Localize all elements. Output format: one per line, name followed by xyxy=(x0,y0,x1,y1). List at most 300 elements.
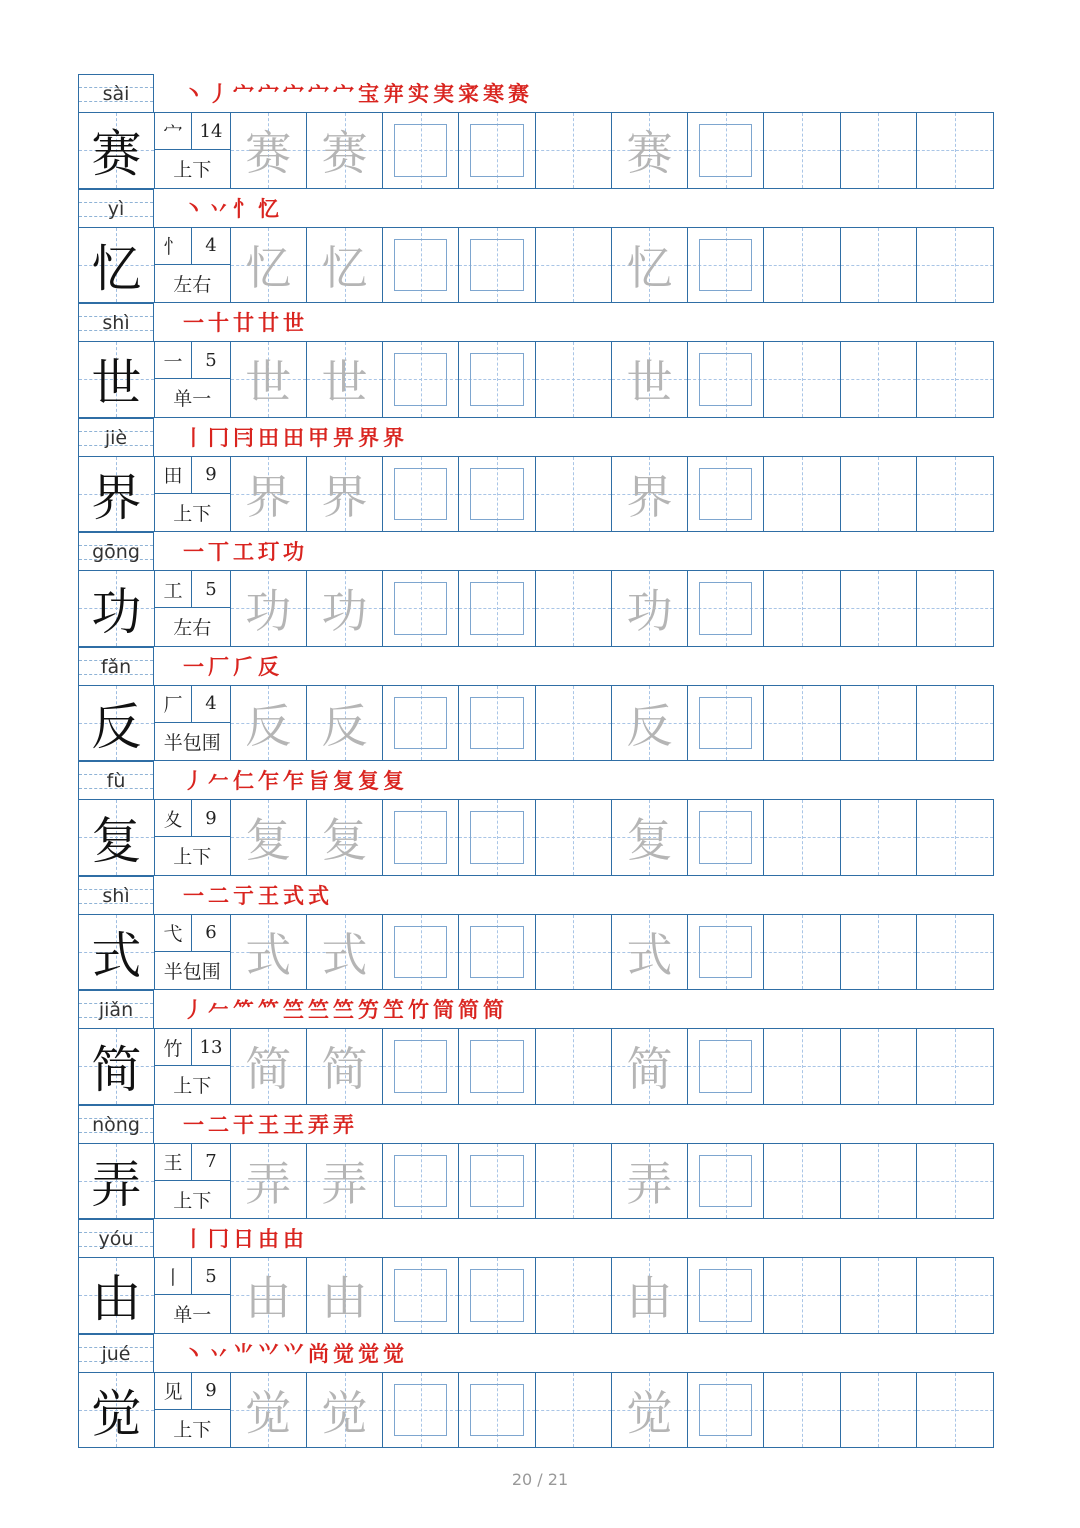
trace-cell[interactable] xyxy=(231,1258,307,1333)
structure: 上下 xyxy=(173,846,212,869)
stroke-step: 宀 xyxy=(283,81,304,106)
trace-cell[interactable] xyxy=(612,571,688,646)
stroke-step: 尚 xyxy=(308,1340,329,1366)
blank-cell[interactable] xyxy=(764,113,840,188)
writing-grid-row xyxy=(78,570,994,647)
trace-cell[interactable] xyxy=(231,686,307,761)
blank-cell[interactable] xyxy=(841,915,917,990)
inner-square xyxy=(699,926,752,979)
radical: 夊 xyxy=(155,800,192,836)
inner-box-cell[interactable] xyxy=(383,342,459,417)
stroke-order-sequence xyxy=(183,1334,404,1372)
blank-cell[interactable] xyxy=(917,457,993,532)
pinyin-box xyxy=(78,990,154,1028)
inner-box-cell[interactable] xyxy=(688,1029,764,1104)
character-info xyxy=(155,1373,231,1448)
model-character: 功 xyxy=(91,583,142,642)
blank-cell[interactable] xyxy=(917,342,993,417)
inner-box-cell[interactable] xyxy=(383,1373,459,1448)
model-character: 由 xyxy=(91,1270,142,1329)
trace-cell[interactable] xyxy=(307,571,383,646)
character-entry xyxy=(78,303,994,418)
inner-box-cell[interactable] xyxy=(383,113,459,188)
trace-character: 世 xyxy=(626,355,673,410)
stroke-step: 𥫗 xyxy=(258,997,279,1022)
character-info xyxy=(155,457,231,532)
pinyin-row xyxy=(78,74,994,112)
pinyin-row xyxy=(78,1219,994,1257)
character-entry xyxy=(78,876,994,991)
trace-cell[interactable] xyxy=(612,800,688,875)
blank-cell[interactable] xyxy=(536,1144,612,1219)
inner-box-cell[interactable] xyxy=(459,228,535,303)
trace-cell[interactable] xyxy=(307,457,383,532)
inner-box-cell[interactable] xyxy=(688,915,764,990)
trace-character: 弄 xyxy=(321,1156,368,1211)
pinyin-text: nòng xyxy=(92,1113,140,1136)
character-info xyxy=(155,915,231,990)
blank-cell[interactable] xyxy=(764,1144,840,1219)
inner-box-cell[interactable] xyxy=(688,228,764,303)
stroke-step: 乍 xyxy=(283,768,304,793)
trace-character: 由 xyxy=(626,1271,673,1326)
trace-character: 觉 xyxy=(626,1385,673,1440)
writing-grid-row xyxy=(78,456,994,533)
inner-box-cell[interactable] xyxy=(459,1144,535,1219)
pinyin-text: shì xyxy=(102,884,130,907)
structure: 上下 xyxy=(173,1075,212,1098)
trace-cell[interactable] xyxy=(612,915,688,990)
blank-cell[interactable] xyxy=(764,915,840,990)
inner-square xyxy=(394,697,447,750)
stroke-step: 旨 xyxy=(308,768,329,793)
inner-box-cell[interactable] xyxy=(383,571,459,646)
trace-cell[interactable] xyxy=(231,1144,307,1219)
character-info xyxy=(155,1029,231,1104)
stroke-step: 二 xyxy=(208,1111,229,1137)
stroke-step: 𠂉 xyxy=(208,768,229,793)
blank-cell[interactable] xyxy=(764,342,840,417)
model-character: 觉 xyxy=(91,1384,142,1443)
blank-cell[interactable] xyxy=(917,113,993,188)
inner-box-cell[interactable] xyxy=(688,113,764,188)
blank-cell[interactable] xyxy=(917,571,993,646)
trace-character: 式 xyxy=(245,927,292,982)
stroke-step: 厂 xyxy=(208,653,229,679)
blank-cell[interactable] xyxy=(764,1029,840,1104)
stroke-count: 13 xyxy=(199,1036,223,1058)
stroke-step: 丿 xyxy=(183,997,204,1022)
stroke-step: 王 xyxy=(258,1111,279,1137)
blank-cell[interactable] xyxy=(536,915,612,990)
blank-cell[interactable] xyxy=(841,686,917,761)
inner-box-cell[interactable] xyxy=(459,571,535,646)
blank-cell[interactable] xyxy=(764,1258,840,1333)
inner-square xyxy=(394,1040,447,1093)
stroke-step: 复 xyxy=(333,768,354,793)
stroke-step: 觉 xyxy=(358,1340,379,1366)
stroke-step: 一 xyxy=(183,539,204,564)
trace-character: 复 xyxy=(321,813,368,868)
model-character: 界 xyxy=(91,468,142,527)
stroke-step: 丶 xyxy=(183,1340,204,1366)
inner-square xyxy=(699,468,752,521)
blank-cell[interactable] xyxy=(764,457,840,532)
pinyin-box xyxy=(78,532,154,570)
pinyin-row xyxy=(78,876,994,914)
trace-cell[interactable] xyxy=(612,113,688,188)
blank-cell[interactable] xyxy=(841,1373,917,1448)
stroke-order-sequence xyxy=(183,418,404,456)
trace-cell[interactable] xyxy=(307,1029,383,1104)
structure: 上下 xyxy=(173,502,212,525)
stroke-order-sequence xyxy=(183,189,279,227)
structure: 左右 xyxy=(173,273,212,296)
trace-cell[interactable] xyxy=(307,686,383,761)
stroke-step: 丨 xyxy=(183,1226,204,1251)
trace-character: 弄 xyxy=(626,1156,673,1211)
character-entry xyxy=(78,532,994,647)
inner-box-cell[interactable] xyxy=(459,342,535,417)
stroke-step: 宀 xyxy=(308,81,329,106)
stroke-step: 宀 xyxy=(258,81,279,106)
blank-cell[interactable] xyxy=(917,1258,993,1333)
trace-cell[interactable] xyxy=(231,342,307,417)
structure: 单一 xyxy=(173,388,212,411)
inner-box-cell[interactable] xyxy=(459,800,535,875)
trace-cell[interactable] xyxy=(612,342,688,417)
inner-box-cell[interactable] xyxy=(688,342,764,417)
pinyin-box xyxy=(78,1105,154,1143)
pinyin-box xyxy=(78,1219,154,1257)
blank-cell[interactable] xyxy=(841,113,917,188)
writing-grid-row xyxy=(78,112,994,189)
inner-square xyxy=(470,468,523,521)
stroke-step: 𠂆 xyxy=(233,653,254,679)
structure: 上下 xyxy=(173,1418,212,1441)
inner-box-cell[interactable] xyxy=(383,1144,459,1219)
pinyin-box xyxy=(78,189,154,227)
stroke-step: 丨 xyxy=(183,424,204,450)
writing-grid-row xyxy=(78,1143,994,1220)
stroke-step: 冂 xyxy=(208,424,229,450)
blank-cell[interactable] xyxy=(764,686,840,761)
blank-cell[interactable] xyxy=(536,457,612,532)
inner-box-cell[interactable] xyxy=(688,457,764,532)
inner-square xyxy=(699,1384,752,1437)
trace-character: 复 xyxy=(626,813,673,868)
inner-box-cell[interactable] xyxy=(459,686,535,761)
pinyin-box xyxy=(78,876,154,914)
inner-square xyxy=(394,1155,447,1208)
model-character: 式 xyxy=(91,926,142,985)
pinyin-text: shì xyxy=(102,312,130,334)
stroke-step: 丷 xyxy=(208,1340,229,1366)
inner-square xyxy=(699,1040,752,1093)
inner-square xyxy=(394,926,447,979)
blank-cell[interactable] xyxy=(917,686,993,761)
trace-cell[interactable] xyxy=(307,228,383,303)
trace-cell[interactable] xyxy=(231,800,307,875)
radical: 厂 xyxy=(155,686,192,722)
inner-square xyxy=(699,1269,752,1322)
inner-square xyxy=(470,239,523,292)
inner-square xyxy=(394,1384,447,1437)
stroke-order-sequence xyxy=(183,1219,304,1257)
stroke-step: 宑 xyxy=(383,81,404,106)
inner-box-cell[interactable] xyxy=(383,228,459,303)
blank-cell[interactable] xyxy=(917,1029,993,1104)
pinyin-text: sài xyxy=(102,83,130,105)
trace-cell[interactable] xyxy=(307,915,383,990)
inner-square xyxy=(394,811,447,864)
writing-grid-row xyxy=(78,799,994,876)
inner-square xyxy=(699,124,752,177)
blank-cell[interactable] xyxy=(764,571,840,646)
character-entry xyxy=(78,1219,994,1334)
stroke-step: 宀 xyxy=(233,81,254,106)
trace-cell[interactable] xyxy=(612,1029,688,1104)
inner-box-cell[interactable] xyxy=(383,457,459,532)
blank-cell[interactable] xyxy=(536,1373,612,1448)
trace-cell[interactable] xyxy=(231,457,307,532)
blank-cell[interactable] xyxy=(764,228,840,303)
blank-cell[interactable] xyxy=(536,800,612,875)
model-character: 复 xyxy=(91,812,142,871)
blank-cell[interactable] xyxy=(536,113,612,188)
character-entry xyxy=(78,761,994,876)
trace-cell[interactable] xyxy=(307,1258,383,1333)
stroke-step: 一 xyxy=(183,653,204,679)
writing-grid-row xyxy=(78,685,994,762)
model-character: 简 xyxy=(91,1041,142,1100)
trace-character: 反 xyxy=(245,698,292,753)
trace-character: 赛 xyxy=(626,126,673,181)
inner-box-cell[interactable] xyxy=(383,686,459,761)
writing-grid-row xyxy=(78,341,994,418)
stroke-step: 弄 xyxy=(333,1111,354,1137)
trace-character: 简 xyxy=(321,1042,368,1097)
trace-character: 觉 xyxy=(321,1385,368,1440)
blank-cell[interactable] xyxy=(536,342,612,417)
trace-character: 功 xyxy=(626,584,673,639)
trace-cell[interactable] xyxy=(307,1373,383,1448)
blank-cell[interactable] xyxy=(841,1144,917,1219)
trace-cell[interactable] xyxy=(231,113,307,188)
stroke-count: 9 xyxy=(205,464,217,486)
stroke-order-sequence xyxy=(183,532,304,570)
model-character-cell xyxy=(79,228,155,303)
stroke-count: 5 xyxy=(205,349,217,371)
inner-square xyxy=(470,1040,523,1093)
character-info xyxy=(155,800,231,875)
blank-cell[interactable] xyxy=(841,1029,917,1104)
writing-grid-row xyxy=(78,227,994,304)
stroke-order-sequence xyxy=(183,74,529,112)
blank-cell[interactable] xyxy=(841,228,917,303)
blank-cell[interactable] xyxy=(841,571,917,646)
stroke-step: 日 xyxy=(233,1226,254,1251)
blank-cell[interactable] xyxy=(536,571,612,646)
blank-cell[interactable] xyxy=(841,800,917,875)
pinyin-row xyxy=(78,189,994,227)
blank-cell[interactable] xyxy=(841,1258,917,1333)
inner-square xyxy=(394,124,447,177)
stroke-step: 一 xyxy=(183,1111,204,1137)
stroke-count: 7 xyxy=(205,1151,217,1173)
radical: 丨 xyxy=(155,1258,192,1294)
stroke-step: 功 xyxy=(283,539,304,564)
model-character-cell xyxy=(79,800,155,875)
stroke-count: 9 xyxy=(205,1380,217,1402)
structure: 上下 xyxy=(173,159,212,182)
stroke-step: 竹 xyxy=(408,997,429,1022)
trace-cell[interactable] xyxy=(307,800,383,875)
trace-character: 复 xyxy=(245,813,292,868)
blank-cell[interactable] xyxy=(841,457,917,532)
stroke-step: 丅 xyxy=(208,539,229,564)
structure: 左右 xyxy=(173,617,212,640)
stroke-step: 宝 xyxy=(358,81,379,106)
stroke-order-sequence xyxy=(183,647,279,685)
stroke-step: 寀 xyxy=(458,81,479,106)
blank-cell[interactable] xyxy=(536,686,612,761)
model-character-cell xyxy=(79,1144,155,1219)
inner-square xyxy=(470,1384,523,1437)
trace-cell[interactable] xyxy=(612,228,688,303)
inner-box-cell[interactable] xyxy=(688,1373,764,1448)
blank-cell[interactable] xyxy=(764,1373,840,1448)
stroke-step: 忆 xyxy=(258,195,279,221)
trace-character: 弄 xyxy=(245,1156,292,1211)
stroke-step: 由 xyxy=(258,1226,279,1251)
inner-box-cell[interactable] xyxy=(383,1258,459,1333)
radical: 田 xyxy=(155,457,192,493)
trace-character: 世 xyxy=(245,355,292,410)
stroke-step: 冃 xyxy=(233,424,254,450)
blank-cell[interactable] xyxy=(917,1144,993,1219)
model-character: 世 xyxy=(91,354,142,413)
inner-box-cell[interactable] xyxy=(459,1029,535,1104)
model-character-cell xyxy=(79,915,155,990)
stroke-step: 実 xyxy=(433,81,454,106)
stroke-step: 复 xyxy=(383,768,404,793)
blank-cell[interactable] xyxy=(917,1373,993,1448)
stroke-step: 赛 xyxy=(508,81,529,106)
inner-box-cell[interactable] xyxy=(459,113,535,188)
trace-cell[interactable] xyxy=(231,228,307,303)
radical: 竹 xyxy=(155,1029,192,1065)
model-character-cell xyxy=(79,342,155,417)
trace-character: 功 xyxy=(245,584,292,639)
stroke-count: 5 xyxy=(205,1265,217,1287)
stroke-step: 竺 xyxy=(333,997,354,1022)
radical: 王 xyxy=(155,1144,192,1180)
trace-cell[interactable] xyxy=(612,1144,688,1219)
blank-cell[interactable] xyxy=(917,800,993,875)
structure: 单一 xyxy=(173,1304,212,1327)
inner-box-cell[interactable] xyxy=(383,800,459,875)
pinyin-box xyxy=(78,761,154,799)
radical: 一 xyxy=(155,342,192,378)
inner-box-cell[interactable] xyxy=(688,800,764,875)
stroke-step: 玎 xyxy=(258,539,279,564)
model-character-cell xyxy=(79,457,155,532)
trace-cell[interactable] xyxy=(231,571,307,646)
trace-cell[interactable] xyxy=(612,457,688,532)
inner-square xyxy=(470,1155,523,1208)
stroke-count: 4 xyxy=(205,235,217,257)
trace-cell[interactable] xyxy=(612,1258,688,1333)
blank-cell[interactable] xyxy=(917,228,993,303)
stroke-step: 甲 xyxy=(308,424,329,450)
stroke-step: 反 xyxy=(258,653,279,679)
inner-box-cell[interactable] xyxy=(688,1144,764,1219)
stroke-step: 乍 xyxy=(258,768,279,793)
inner-box-cell[interactable] xyxy=(459,915,535,990)
inner-box-cell[interactable] xyxy=(459,1373,535,1448)
stroke-step: 畀 xyxy=(333,424,354,450)
trace-character: 赛 xyxy=(321,126,368,181)
stroke-step: 王 xyxy=(258,882,279,908)
stroke-step: 式 xyxy=(308,882,329,908)
pinyin-text: jué xyxy=(101,1342,131,1365)
stroke-order-sequence xyxy=(183,876,329,914)
inner-square xyxy=(470,697,523,750)
trace-character: 忆 xyxy=(321,240,368,295)
trace-cell[interactable] xyxy=(307,113,383,188)
blank-cell[interactable] xyxy=(764,800,840,875)
blank-cell[interactable] xyxy=(917,915,993,990)
pinyin-row xyxy=(78,647,994,685)
blank-cell[interactable] xyxy=(841,342,917,417)
writing-grid-row xyxy=(78,914,994,991)
inner-box-cell[interactable] xyxy=(383,1029,459,1104)
inner-box-cell[interactable] xyxy=(383,915,459,990)
trace-cell[interactable] xyxy=(231,915,307,990)
pinyin-box xyxy=(78,303,154,341)
blank-cell[interactable] xyxy=(536,228,612,303)
stroke-step: 竺 xyxy=(308,997,329,1022)
blank-cell[interactable] xyxy=(536,1258,612,1333)
stroke-step: 筒 xyxy=(433,997,454,1022)
trace-cell[interactable] xyxy=(231,1029,307,1104)
stroke-step: 觉 xyxy=(333,1340,354,1366)
inner-box-cell[interactable] xyxy=(688,571,764,646)
trace-cell[interactable] xyxy=(307,342,383,417)
character-info xyxy=(155,228,231,303)
inner-box-cell[interactable] xyxy=(459,457,535,532)
model-character: 反 xyxy=(91,697,142,756)
writing-grid-row xyxy=(78,1028,994,1105)
inner-box-cell[interactable] xyxy=(688,1258,764,1333)
pinyin-row xyxy=(78,418,994,456)
trace-cell[interactable] xyxy=(307,1144,383,1219)
inner-box-cell[interactable] xyxy=(459,1258,535,1333)
inner-square xyxy=(394,353,447,406)
trace-cell[interactable] xyxy=(612,686,688,761)
stroke-step: 简 xyxy=(458,997,479,1022)
trace-character: 式 xyxy=(321,927,368,982)
trace-cell[interactable] xyxy=(231,1373,307,1448)
character-entry xyxy=(78,647,994,762)
blank-cell[interactable] xyxy=(536,1029,612,1104)
inner-box-cell[interactable] xyxy=(688,686,764,761)
trace-cell[interactable] xyxy=(612,1373,688,1448)
pinyin-box xyxy=(78,1334,154,1372)
stroke-step: ⺮ xyxy=(233,997,254,1022)
stroke-order-sequence xyxy=(183,761,404,799)
